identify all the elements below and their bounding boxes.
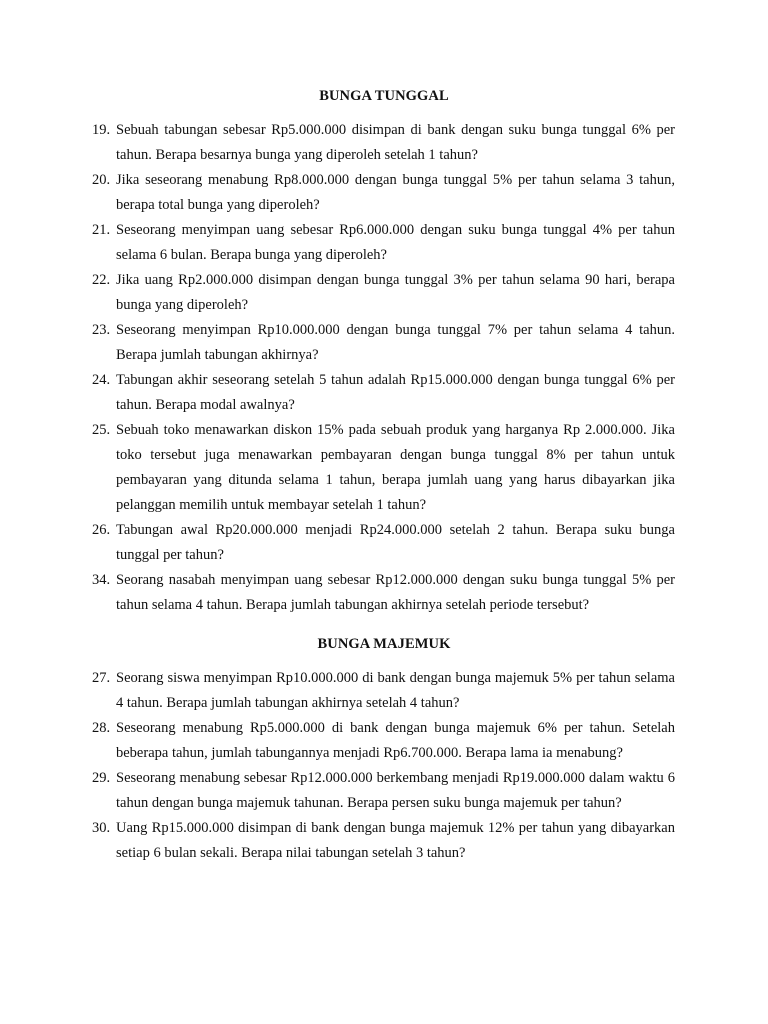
question-34 xyxy=(92,568,675,618)
question-number: 21. xyxy=(92,222,111,238)
section-title-bunga-tunggal: BUNGA TUNGGAL xyxy=(319,88,449,104)
question-number: 28. xyxy=(92,720,111,736)
question-21 xyxy=(92,218,675,268)
question-20 xyxy=(92,168,675,218)
question-number: 20. xyxy=(92,172,111,188)
question-number: 29. xyxy=(92,770,111,786)
question-text: Tabungan awal Rp20.000.000 menjadi Rp24.000.000 setelah 2 tahun. Berapa suku bunga tunggal per tahun? xyxy=(116,522,675,563)
question-29 xyxy=(92,766,675,816)
question-text: Sebuah toko menawarkan diskon 15% pada sebuah produk yang harganya Rp 2.000.000. Jika toko tersebut juga menawarkan pembayaran dengan bunga tunggal 8% per tahun untuk pembayaran yang ditunda selama 1 tahun, berapa jumlah uang yang harus dibayarkan jika pelanggan memilih untuk membayar setelah 1 tahun? xyxy=(116,422,675,513)
question-27 xyxy=(92,666,675,716)
question-24 xyxy=(92,368,675,418)
question-22 xyxy=(92,268,675,318)
question-text: Seorang nasabah menyimpan uang sebesar Rp12.000.000 dengan suku bunga tunggal 5% per tahun selama 4 tahun. Berapa jumlah tabungan akhirnya setelah periode tersebut? xyxy=(116,572,675,613)
question-number: 22. xyxy=(92,272,111,288)
question-text: Seseorang menyimpan Rp10.000.000 dengan bunga tunggal 7% per tahun selama 4 tahun. Berapa jumlah tabungan akhirnya? xyxy=(116,322,675,363)
question-text: Jika seseorang menabung Rp8.000.000 dengan bunga tunggal 5% per tahun selama 3 tahun, berapa total bunga yang diperoleh? xyxy=(116,172,675,213)
question-number: 30. xyxy=(92,820,111,836)
bunga-tunggal-list xyxy=(92,118,675,618)
question-text: Sebuah tabungan sebesar Rp5.000.000 disimpan di bank dengan suku bunga tunggal 6% per tahun. Berapa besarnya bunga yang diperoleh setelah 1 tahun? xyxy=(116,122,675,163)
question-text: Seseorang menabung sebesar Rp12.000.000 berkembang menjadi Rp19.000.000 dalam waktu 6 tahun dengan bunga majemuk tahunan. Berapa persen suku bunga majemuk per tahun? xyxy=(116,770,675,811)
question-number: 24. xyxy=(92,372,111,388)
question-text: Jika uang Rp2.000.000 disimpan dengan bunga tunggal 3% per tahun selama 90 hari, berapa bunga yang diperoleh? xyxy=(116,272,675,313)
question-text: Seseorang menyimpan uang sebesar Rp6.000.000 dengan suku bunga tunggal 4% per tahun selama 6 bulan. Berapa bunga yang diperoleh? xyxy=(116,222,675,263)
question-26 xyxy=(92,518,675,568)
question-text: Seorang siswa menyimpan Rp10.000.000 di bank dengan bunga majemuk 5% per tahun selama 4 tahun. Berapa jumlah tabungan akhirnya setelah 4 tahun? xyxy=(116,670,675,711)
question-23 xyxy=(92,318,675,368)
question-text: Uang Rp15.000.000 disimpan di bank dengan bunga majemuk 12% per tahun yang dibayarkan setiap 6 bulan sekali. Berapa nilai tabungan setelah 3 tahun? xyxy=(116,820,675,861)
question-text: Seseorang menabung Rp5.000.000 di bank dengan bunga majemuk 6% per tahun. Setelah beberapa tahun, jumlah tabungannya menjadi Rp6.700.000. Berapa lama ia menabung? xyxy=(116,720,675,761)
bunga-majemuk-list xyxy=(92,666,675,866)
question-30 xyxy=(92,816,675,866)
question-number: 34. xyxy=(92,572,111,588)
question-19 xyxy=(92,118,675,168)
question-number: 26. xyxy=(92,522,111,538)
question-number: 25. xyxy=(92,422,111,438)
question-number: 27. xyxy=(92,670,111,686)
question-number: 23. xyxy=(92,322,111,338)
question-25 xyxy=(92,418,675,518)
question-28 xyxy=(92,716,675,766)
question-text: Tabungan akhir seseorang setelah 5 tahun adalah Rp15.000.000 dengan bunga tunggal 6% per tahun. Berapa modal awalnya? xyxy=(116,372,675,413)
section-title-bunga-majemuk: BUNGA MAJEMUK xyxy=(317,636,451,652)
question-number: 19. xyxy=(92,122,111,138)
